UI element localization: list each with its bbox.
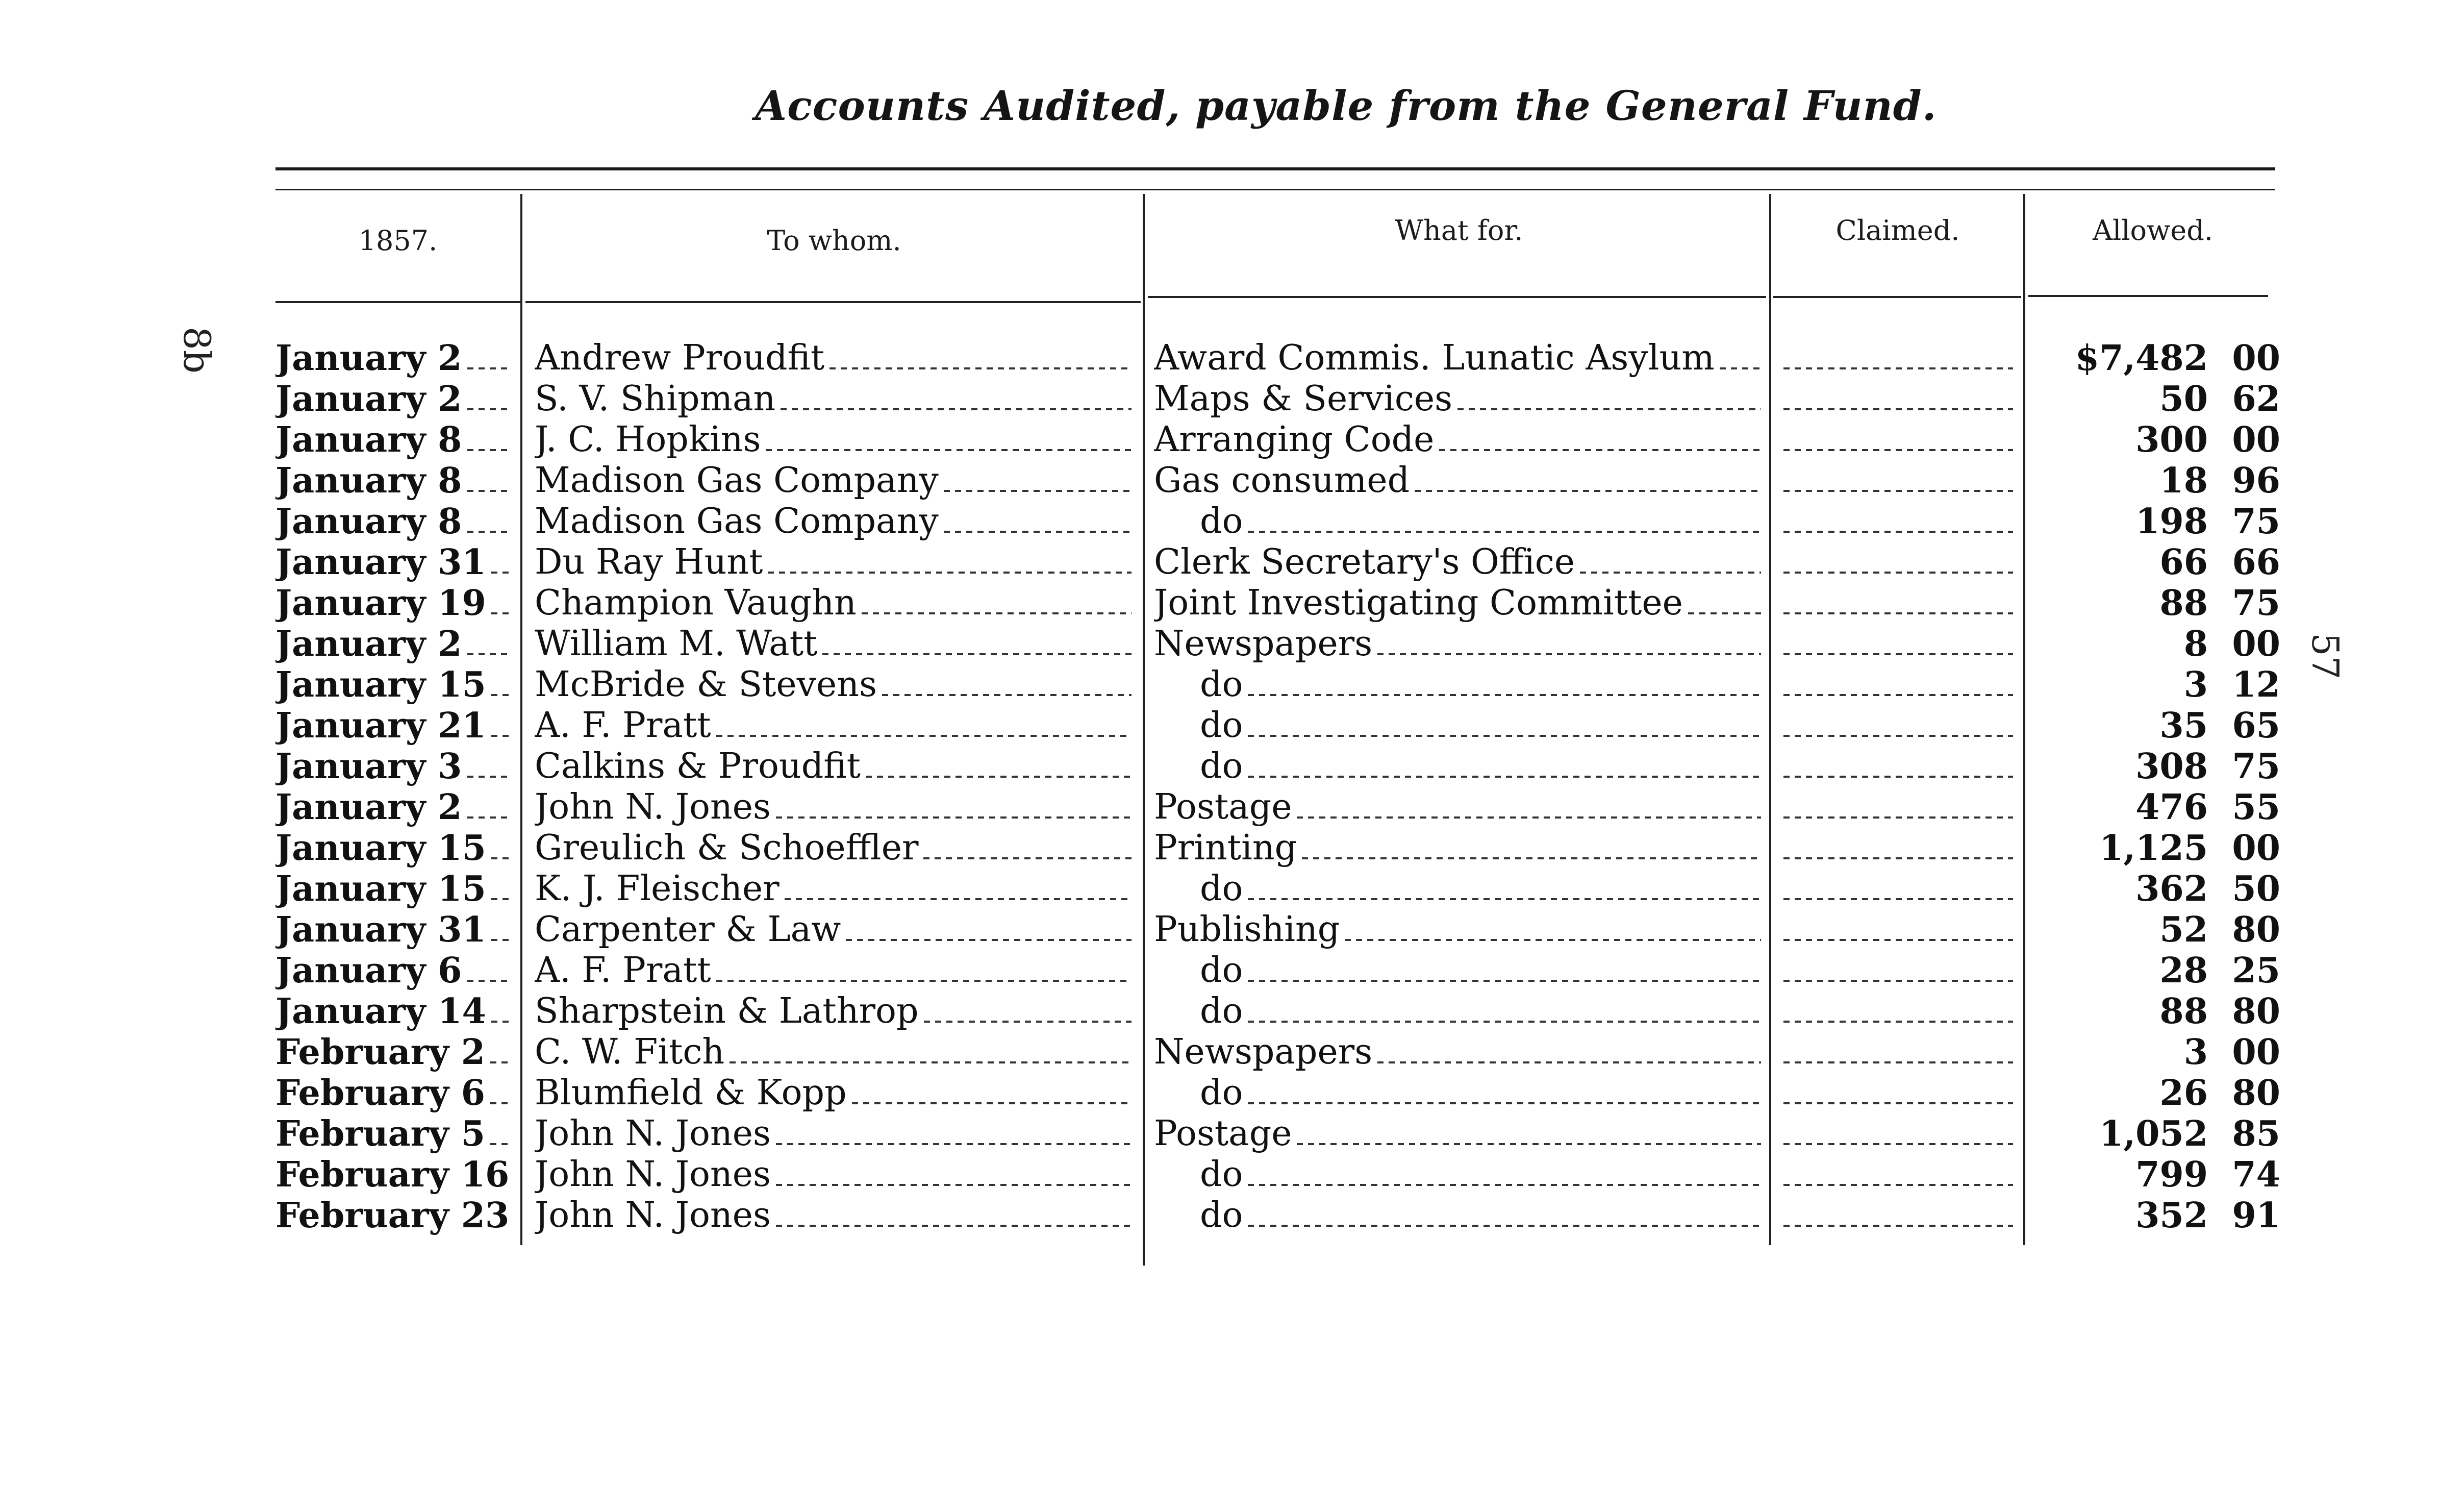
header-year: 1857. bbox=[358, 225, 438, 257]
table-row bbox=[0, 705, 2464, 746]
row-purpose: Gas consumed bbox=[1154, 460, 1410, 501]
dot-leader bbox=[1783, 1032, 2013, 1073]
dot-leader bbox=[1783, 583, 2013, 624]
dot-leader bbox=[776, 787, 1132, 828]
row-date: January 6 bbox=[275, 950, 462, 991]
row-date: January 31 bbox=[275, 542, 486, 583]
row-payee: Blumfield & Kopp bbox=[535, 1073, 847, 1113]
header-to-whom: To whom. bbox=[767, 225, 901, 257]
row-purpose: Clerk Secretary's Office bbox=[1154, 542, 1575, 582]
dot-leader bbox=[1783, 419, 2013, 460]
dot-leader bbox=[1377, 1032, 1761, 1073]
row-allowed-amount: 3 12 bbox=[2183, 664, 2280, 705]
dot-leader bbox=[491, 664, 510, 705]
row-date: January 2 bbox=[275, 624, 462, 664]
row-purpose: do bbox=[1200, 991, 1243, 1031]
dot-leader bbox=[1248, 991, 1761, 1032]
row-purpose: Postage bbox=[1154, 1113, 1292, 1154]
row-date: January 8 bbox=[275, 460, 462, 501]
row-allowed-amount: 3 00 bbox=[2183, 1032, 2280, 1073]
row-purpose: do bbox=[1200, 705, 1243, 746]
row-allowed-amount: 18 96 bbox=[2159, 460, 2280, 501]
dot-leader bbox=[467, 950, 511, 991]
row-purpose: do bbox=[1200, 869, 1243, 909]
row-date: January 2 bbox=[275, 787, 462, 828]
dot-leader bbox=[1248, 1195, 1761, 1236]
row-payee: John N. Jones bbox=[535, 1195, 771, 1235]
row-payee: Sharpstein & Lathrop bbox=[535, 991, 919, 1031]
dot-leader bbox=[1439, 419, 1761, 460]
dot-leader bbox=[491, 828, 510, 869]
dot-leader bbox=[1783, 991, 2013, 1032]
dot-leader bbox=[1297, 1113, 1761, 1154]
top-rule-secondary bbox=[275, 189, 2275, 190]
page-title: Accounts Audited, payable from the General Fund. bbox=[755, 82, 1937, 130]
row-allowed-amount: $7,482 00 bbox=[2075, 338, 2280, 379]
dot-leader bbox=[490, 1113, 510, 1154]
dot-leader bbox=[1783, 705, 2013, 746]
row-payee: A. F. Pratt bbox=[535, 950, 711, 990]
row-date: January 8 bbox=[275, 501, 462, 542]
table-row bbox=[0, 501, 2464, 542]
row-allowed-amount: 1,052 85 bbox=[2099, 1113, 2280, 1154]
header-what-for: What for. bbox=[1395, 214, 1523, 246]
row-payee: A. F. Pratt bbox=[535, 705, 711, 746]
dot-leader bbox=[1783, 1195, 2013, 1236]
dot-leader bbox=[822, 624, 1132, 664]
dot-leader bbox=[829, 338, 1132, 379]
row-allowed-amount: 52 80 bbox=[2159, 909, 2280, 950]
row-payee: Carpenter & Law bbox=[535, 909, 841, 950]
dot-leader bbox=[491, 542, 510, 583]
row-payee: K. J. Fleischer bbox=[535, 869, 780, 909]
row-allowed-amount: 198 75 bbox=[2135, 501, 2280, 542]
dot-leader bbox=[944, 501, 1132, 542]
row-allowed-amount: 300 00 bbox=[2135, 419, 2280, 460]
row-date: January 15 bbox=[275, 664, 486, 705]
row-allowed-amount: 362 50 bbox=[2135, 869, 2280, 909]
header-rule bbox=[2028, 295, 2268, 297]
row-purpose: do bbox=[1200, 746, 1243, 786]
row-date: January 15 bbox=[275, 828, 486, 869]
row-purpose: Maps & Services bbox=[1154, 379, 1453, 419]
row-allowed-amount: 476 55 bbox=[2135, 787, 2280, 828]
row-allowed-amount: 88 75 bbox=[2159, 583, 2280, 624]
dot-leader bbox=[1248, 869, 1761, 909]
row-allowed-amount: 66 66 bbox=[2159, 542, 2280, 583]
header-rule bbox=[275, 301, 520, 303]
row-date: February 2 bbox=[275, 1032, 486, 1073]
dot-leader bbox=[467, 624, 511, 664]
table-row bbox=[0, 1195, 2464, 1236]
row-date: January 3 bbox=[275, 746, 462, 787]
table-row bbox=[0, 787, 2464, 828]
header-rule bbox=[1148, 296, 1766, 298]
dot-leader bbox=[1248, 501, 1761, 542]
dot-leader bbox=[1783, 664, 2013, 705]
row-allowed-amount: 352 91 bbox=[2135, 1195, 2280, 1236]
dot-leader bbox=[1248, 1073, 1761, 1113]
dot-leader bbox=[923, 828, 1132, 869]
dot-leader bbox=[467, 379, 511, 419]
row-allowed-amount: 35 65 bbox=[2159, 705, 2280, 746]
row-payee: Champion Vaughn bbox=[535, 583, 857, 623]
row-payee: Calkins & Proudfit bbox=[535, 746, 861, 786]
dot-leader bbox=[1783, 338, 2013, 379]
table-row bbox=[0, 1032, 2464, 1073]
table-row bbox=[0, 419, 2464, 460]
dot-leader bbox=[1688, 583, 1761, 624]
header-claimed: Claimed. bbox=[1836, 214, 1960, 246]
table-row bbox=[0, 991, 2464, 1032]
dot-leader bbox=[776, 1154, 1132, 1195]
dot-leader bbox=[776, 1113, 1132, 1154]
dot-leader bbox=[491, 991, 510, 1032]
row-date: January 21 bbox=[275, 705, 486, 746]
table-row bbox=[0, 909, 2464, 950]
row-allowed-amount: 88 80 bbox=[2159, 991, 2280, 1032]
dot-leader bbox=[1783, 542, 2013, 583]
row-purpose: Publishing bbox=[1154, 909, 1340, 950]
table-row bbox=[0, 338, 2464, 379]
row-allowed-amount: 799 74 bbox=[2135, 1154, 2280, 1195]
table-row bbox=[0, 950, 2464, 991]
dot-leader bbox=[1580, 542, 1761, 583]
margin-mark: 8b bbox=[175, 327, 218, 374]
top-rule bbox=[275, 167, 2275, 170]
dot-leader bbox=[1248, 705, 1761, 746]
table-row bbox=[0, 746, 2464, 787]
dot-leader bbox=[1783, 1154, 2013, 1195]
dot-leader bbox=[1248, 950, 1761, 991]
dot-leader bbox=[1345, 909, 1761, 950]
dot-leader bbox=[716, 950, 1132, 991]
dot-leader bbox=[785, 869, 1132, 909]
table-row bbox=[0, 460, 2464, 501]
row-payee: John N. Jones bbox=[535, 1154, 771, 1195]
row-payee: C. W. Fitch bbox=[535, 1032, 725, 1072]
row-purpose: do bbox=[1200, 950, 1243, 990]
dot-leader bbox=[882, 664, 1132, 705]
dot-leader bbox=[491, 909, 510, 950]
row-allowed-amount: 8 00 bbox=[2183, 624, 2280, 664]
row-purpose: Postage bbox=[1154, 787, 1292, 827]
row-purpose: Newspapers bbox=[1154, 1032, 1373, 1072]
row-purpose: do bbox=[1200, 1154, 1243, 1195]
table-row bbox=[0, 1113, 2464, 1154]
dot-leader bbox=[467, 501, 511, 542]
row-payee: Greulich & Schoeffler bbox=[535, 828, 919, 868]
dot-leader bbox=[1783, 828, 2013, 869]
row-payee: S. V. Shipman bbox=[535, 379, 776, 419]
dot-leader bbox=[1415, 460, 1761, 501]
row-purpose: Award Commis. Lunatic Asylum bbox=[1154, 338, 1715, 378]
dot-leader bbox=[730, 1032, 1132, 1073]
row-purpose: do bbox=[1200, 1195, 1243, 1235]
dot-leader bbox=[866, 746, 1132, 787]
row-allowed-amount: 26 80 bbox=[2159, 1073, 2280, 1113]
row-date: January 15 bbox=[275, 869, 486, 909]
row-purpose: Arranging Code bbox=[1154, 419, 1435, 460]
dot-leader bbox=[467, 419, 511, 460]
row-payee: John N. Jones bbox=[535, 1113, 771, 1154]
row-date: February 23 bbox=[275, 1195, 510, 1236]
dot-leader bbox=[467, 746, 511, 787]
table-row bbox=[0, 583, 2464, 624]
dot-leader bbox=[846, 909, 1132, 950]
table-row bbox=[0, 869, 2464, 909]
row-payee: John N. Jones bbox=[535, 787, 771, 827]
dot-leader bbox=[1248, 1154, 1761, 1195]
dot-leader bbox=[1302, 828, 1761, 869]
dot-leader bbox=[467, 787, 511, 828]
row-date: February 5 bbox=[275, 1113, 486, 1154]
table-row bbox=[0, 542, 2464, 583]
row-date: January 8 bbox=[275, 419, 462, 460]
dot-leader bbox=[1248, 664, 1761, 705]
dot-leader bbox=[781, 379, 1132, 419]
page-number: 57 bbox=[2304, 633, 2347, 680]
row-payee: Andrew Proudfit bbox=[535, 338, 825, 378]
row-allowed-amount: 28 25 bbox=[2159, 950, 2280, 991]
dot-leader bbox=[1377, 624, 1761, 664]
dot-leader bbox=[1783, 379, 2013, 419]
table-row bbox=[0, 379, 2464, 419]
row-date: February 6 bbox=[275, 1073, 486, 1113]
row-payee: Madison Gas Company bbox=[535, 501, 939, 541]
row-allowed-amount: 1,125 00 bbox=[2099, 828, 2280, 869]
dot-leader bbox=[467, 460, 511, 501]
dot-leader bbox=[491, 869, 510, 909]
row-date: January 2 bbox=[275, 338, 462, 379]
dot-leader bbox=[862, 583, 1132, 624]
dot-leader bbox=[491, 705, 510, 746]
row-date: January 2 bbox=[275, 379, 462, 419]
table-row bbox=[0, 1154, 2464, 1195]
dot-leader bbox=[768, 542, 1132, 583]
dot-leader bbox=[716, 705, 1132, 746]
dot-leader bbox=[766, 419, 1132, 460]
dot-leader bbox=[491, 583, 510, 624]
row-purpose: Joint Investigating Committee bbox=[1154, 583, 1683, 623]
dot-leader bbox=[1783, 950, 2013, 991]
dot-leader bbox=[467, 338, 511, 379]
row-payee: Madison Gas Company bbox=[535, 460, 939, 501]
dot-leader bbox=[1248, 746, 1761, 787]
header-allowed: Allowed. bbox=[2093, 214, 2213, 246]
table-row bbox=[0, 1073, 2464, 1113]
dot-leader bbox=[1783, 787, 2013, 828]
row-payee: William M. Watt bbox=[535, 624, 818, 664]
dot-leader bbox=[924, 991, 1132, 1032]
row-allowed-amount: 308 75 bbox=[2135, 746, 2280, 787]
row-date: January 14 bbox=[275, 991, 486, 1032]
dot-leader bbox=[1783, 1073, 2013, 1113]
table-row bbox=[0, 828, 2464, 869]
header-rule bbox=[525, 301, 1141, 303]
dot-leader bbox=[1783, 501, 2013, 542]
table-row bbox=[0, 624, 2464, 664]
row-purpose: do bbox=[1200, 501, 1243, 541]
row-date: January 31 bbox=[275, 909, 486, 950]
row-payee: McBride & Stevens bbox=[535, 664, 877, 705]
row-date: February 16 bbox=[275, 1154, 510, 1195]
row-purpose: Newspapers bbox=[1154, 624, 1373, 664]
dot-leader bbox=[490, 1032, 510, 1073]
header-rule bbox=[1773, 296, 2021, 298]
dot-leader bbox=[1783, 746, 2013, 787]
dot-leader bbox=[1457, 379, 1761, 419]
row-allowed-amount: 50 62 bbox=[2159, 379, 2280, 419]
row-purpose: do bbox=[1200, 664, 1243, 705]
dot-leader bbox=[1783, 624, 2013, 664]
dot-leader bbox=[1783, 869, 2013, 909]
dot-leader bbox=[1783, 1113, 2013, 1154]
dot-leader bbox=[776, 1195, 1132, 1236]
row-payee: Du Ray Hunt bbox=[535, 542, 763, 582]
row-purpose: do bbox=[1200, 1073, 1243, 1113]
dot-leader bbox=[1720, 338, 1761, 379]
dot-leader bbox=[1783, 460, 2013, 501]
row-payee: J. C. Hopkins bbox=[535, 419, 761, 460]
row-purpose: Printing bbox=[1154, 828, 1297, 868]
dot-leader bbox=[852, 1073, 1132, 1113]
dot-leader bbox=[490, 1073, 510, 1113]
dot-leader bbox=[1783, 909, 2013, 950]
dot-leader bbox=[1297, 787, 1761, 828]
table-row bbox=[0, 664, 2464, 705]
dot-leader bbox=[944, 460, 1132, 501]
row-date: January 19 bbox=[275, 583, 486, 624]
